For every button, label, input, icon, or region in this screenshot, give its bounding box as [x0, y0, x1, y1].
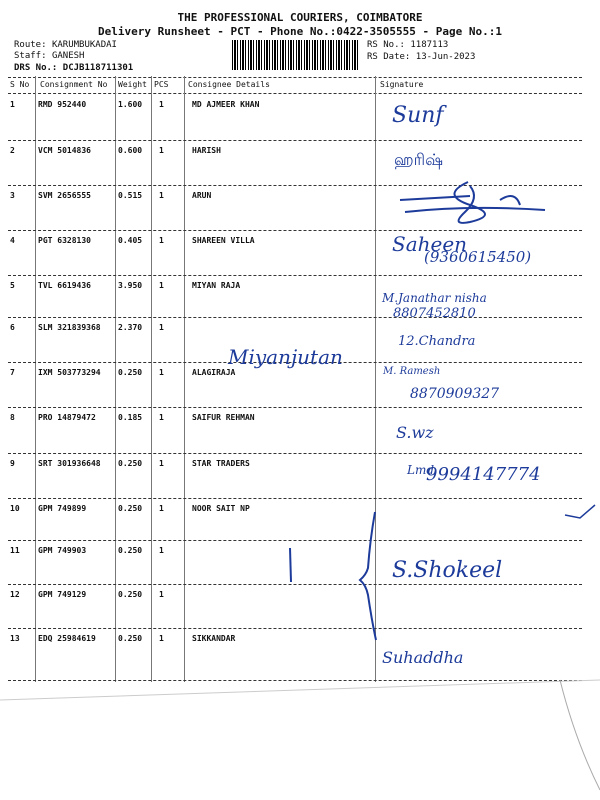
row-consignee: SIKKANDAR — [192, 634, 236, 643]
row-consignee: ALAGIRAJA — [192, 368, 236, 377]
row-pcs: 1 — [159, 100, 164, 109]
rs-no-line: RS No.: 1187113 — [367, 40, 449, 50]
page-fold — [560, 680, 600, 790]
signature-row-4-phone: (9360615450) — [424, 248, 532, 266]
row-sno: 12 — [10, 590, 20, 599]
row-pcs: 1 — [159, 146, 164, 155]
row-sno: 10 — [10, 504, 20, 513]
rs-date-line: RS Date: 13-Jun-2023 — [367, 52, 476, 62]
row-weight: 0.405 — [118, 236, 143, 245]
row-weight: 0.250 — [118, 590, 143, 599]
signature-rows-10-12: S.Shokeel — [392, 558, 503, 583]
signature-row-9-phone: 9994147774 — [426, 464, 541, 485]
row-weight: 0.250 — [118, 504, 143, 513]
signature-row-7-phone: 8870909327 — [410, 386, 500, 402]
tick-mark — [290, 548, 291, 582]
signature-row-9-initials: Lmd — [407, 463, 435, 477]
row-consignment-no: VCM 5014836 — [38, 146, 91, 155]
row-weight: 0.250 — [118, 634, 143, 643]
row-consignment-no: SRT 301936648 — [38, 459, 101, 468]
signature-row-1: Sunf — [392, 103, 444, 128]
row-weight: 0.185 — [118, 413, 143, 422]
row-consignment-no: GPM 749899 — [38, 504, 87, 513]
col-pcs: PCS — [154, 80, 169, 89]
row-sno: 2 — [10, 146, 15, 155]
row-pcs: 1 — [159, 504, 164, 513]
row-consignee: NOOR SAIT NP — [192, 504, 250, 513]
col-sno: S No — [10, 80, 30, 89]
company-title: THE PROFESSIONAL COURIERS, COIMBATORE — [177, 11, 423, 24]
signature-row-13: Suhaddha — [382, 648, 464, 667]
row-sno: 9 — [10, 459, 15, 468]
staff-line: Staff: GANESH — [14, 51, 85, 61]
col-consignee: Consignee Details — [188, 80, 270, 89]
signature-row-3-scribble — [400, 182, 545, 223]
row-consignee: HARISH — [192, 146, 221, 155]
row-pcs: 1 — [159, 459, 164, 468]
row-consignment-no: SVM 2656555 — [38, 191, 91, 200]
row-weight: 0.515 — [118, 191, 143, 200]
row-pcs: 1 — [159, 368, 164, 377]
row-pcs: 1 — [159, 634, 164, 643]
row-consignment-no: RMD 952440 — [38, 100, 87, 109]
rs-date-value: 13-Jun-2023 — [415, 52, 476, 62]
runsheet-subtitle: Delivery Runsheet - PCT - Phone No.:0422-3505555 - Page No.:1 — [98, 25, 502, 38]
row-consignment-no: IXM 503773294 — [38, 368, 101, 377]
row-consignment-no: GPM 749903 — [38, 546, 87, 555]
signature-row-8: S.wz — [396, 423, 434, 442]
row-sno: 1 — [10, 100, 15, 109]
row-consignment-no: PRO 14879472 — [38, 413, 96, 422]
row-consignment-no: SLM 321839368 — [38, 323, 101, 332]
row-consignee: SHAREEN VILLA — [192, 236, 255, 245]
row-consignment-no: TVL 6619436 — [38, 281, 91, 290]
row-consignment-no: EDQ 25984619 — [38, 634, 96, 643]
row-sno: 7 — [10, 368, 15, 377]
row-sno: 6 — [10, 323, 15, 332]
col-weight: Weight — [118, 80, 147, 89]
row-consignee: ARUN — [192, 191, 212, 200]
signature-row-4-name: Saheen — [392, 232, 468, 256]
drs-value: DCJB118711301 — [62, 63, 134, 73]
drs-line: DRS No.: DCJB118711301 — [14, 63, 134, 73]
row-sno: 3 — [10, 191, 15, 200]
bracket-mark — [360, 512, 376, 640]
row-sno: 4 — [10, 236, 15, 245]
page-fold — [0, 680, 600, 700]
row-consignee: MD AJMEER KHAN — [192, 100, 260, 109]
row-consignee: MIYAN RAJA — [192, 281, 241, 290]
row-consignee: SAIFUR REHMAN — [192, 413, 255, 422]
col-signature: Signature — [380, 80, 424, 89]
row-weight: 0.250 — [118, 368, 143, 377]
staff-value: GANESH — [51, 51, 85, 61]
row-pcs: 1 — [159, 191, 164, 200]
row-sno: 11 — [10, 546, 20, 555]
row-pcs: 1 — [159, 323, 164, 332]
row-pcs: 1 — [159, 236, 164, 245]
rs-no-value: 1187113 — [410, 40, 449, 50]
row-pcs: 1 — [159, 413, 164, 422]
row-weight: 0.250 — [118, 546, 143, 555]
row-weight: 0.600 — [118, 146, 143, 155]
row-sno: 5 — [10, 281, 15, 290]
signature-row-7-name: M. Ramesh — [383, 366, 441, 377]
signature-row-6-middle: Miyanjutan — [228, 345, 343, 369]
signature-row-5-name: M.Janathar nisha — [382, 291, 487, 305]
row-sno: 13 — [10, 634, 20, 643]
tick-mark — [565, 505, 595, 518]
route-value: KARUMBUKADAI — [51, 40, 117, 50]
row-sno: 8 — [10, 413, 15, 422]
route-line: Route: KARUMBUKADAI — [14, 40, 117, 50]
row-pcs: 1 — [159, 281, 164, 290]
row-consignment-no: PGT 6328130 — [38, 236, 91, 245]
signature-row-6: 12.Chandra — [398, 334, 476, 349]
row-pcs: 1 — [159, 546, 164, 555]
row-weight: 2.370 — [118, 323, 143, 332]
row-weight: 1.600 — [118, 100, 143, 109]
row-consignee: STAR TRADERS — [192, 459, 250, 468]
row-pcs: 1 — [159, 590, 164, 599]
col-consignment: Consignment No — [40, 80, 108, 89]
row-weight: 0.250 — [118, 459, 143, 468]
signature-row-2: ஹரிஷ் — [394, 150, 444, 169]
signature-row-5-phone: 8807452810 — [393, 306, 476, 321]
row-weight: 3.950 — [118, 281, 143, 290]
row-consignment-no: GPM 749129 — [38, 590, 87, 599]
